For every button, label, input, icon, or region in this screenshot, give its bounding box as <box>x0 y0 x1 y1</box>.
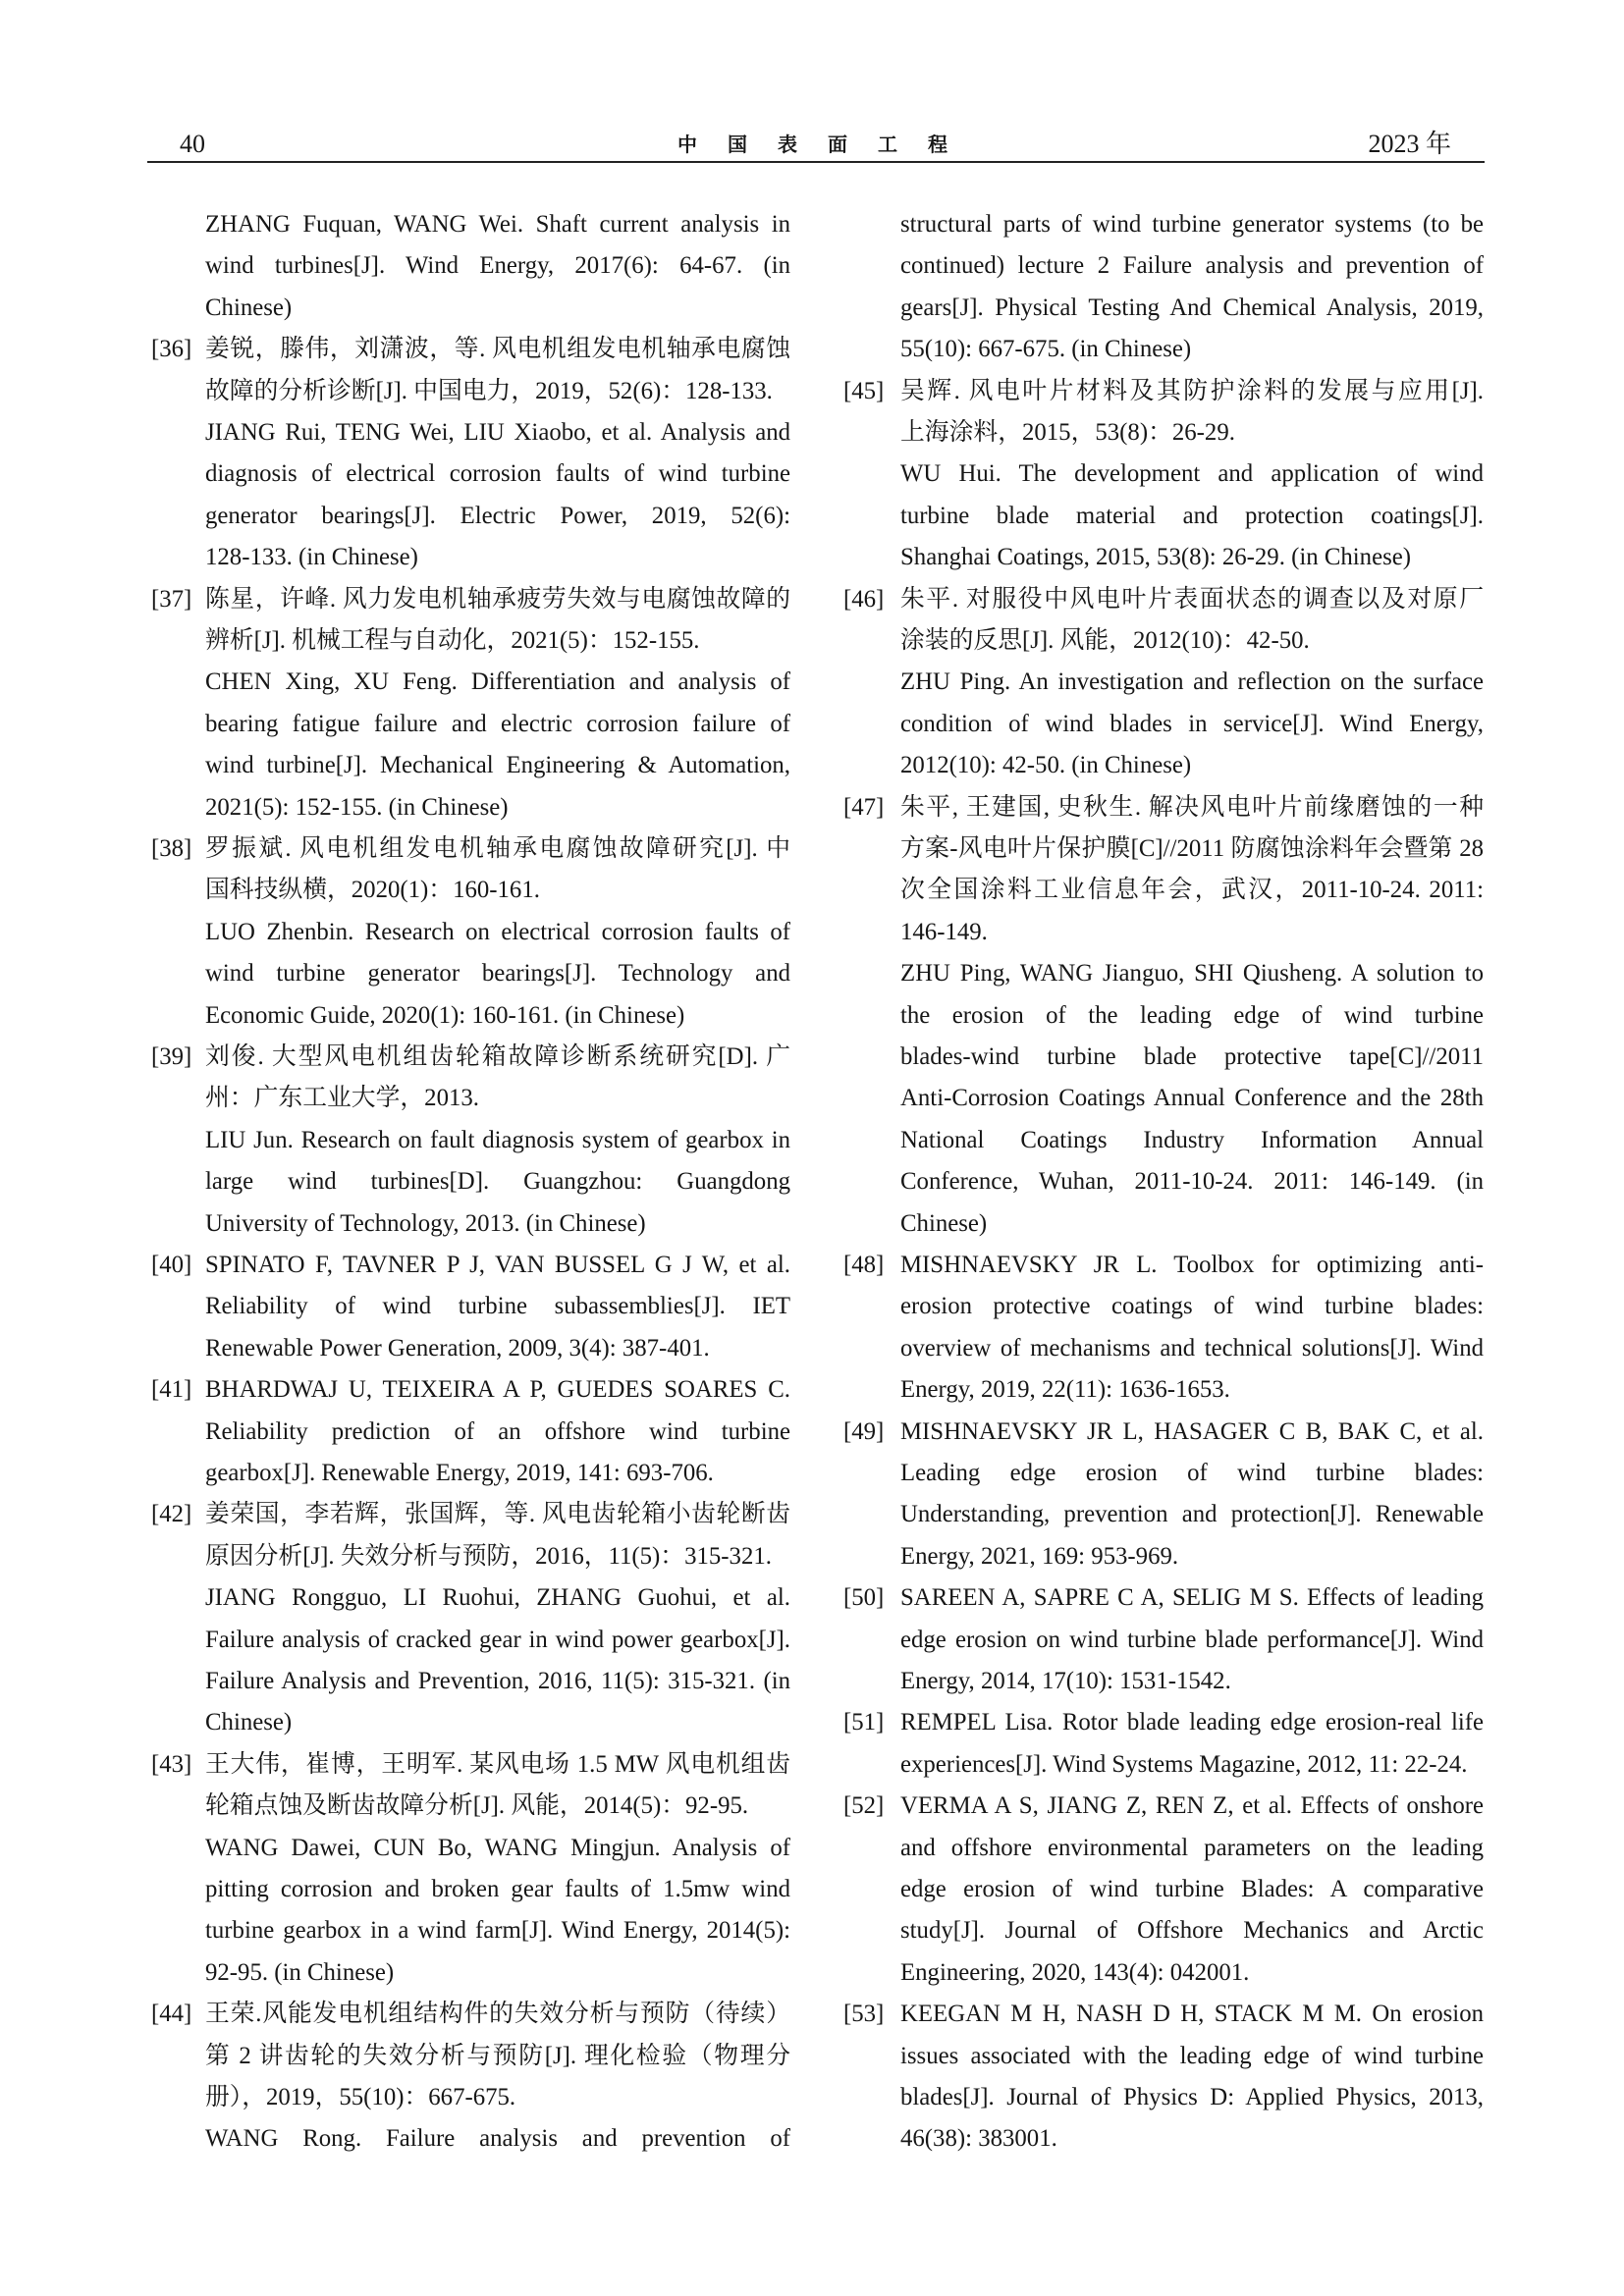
reference-line: Energy, 2021, 169: 953-969. <box>900 1542 1179 1570</box>
reference-line: Reliability prediction of an offshore wind turbine <box>205 1417 790 1445</box>
reference-line: 州：广东工业大学，2013. <box>205 1085 479 1112</box>
reference-line: Chinese) <box>205 294 293 321</box>
reference-line: gears[J]. Physical Testing And Chemical Analysis, 2019, <box>900 294 1484 321</box>
reference-line: 朱平, 王建国, 史秋生. 解决风电叶片前缘磨蚀的一种 <box>900 793 1484 821</box>
reference-line: 辨析[J]. 机械工程与自动化，2021(5)：152-155. <box>205 627 700 654</box>
reference-line: edge erosion of wind turbine Blades: A comparative <box>900 1876 1484 1902</box>
reference-line: continued) lecture 2 Failure analysis and prevention of <box>900 252 1484 280</box>
reference-number: [50] <box>843 1584 885 1612</box>
reference-line: 姜锐，滕伟，刘潇波，等. 风电机组发电机轴承电腐蚀 <box>205 336 790 363</box>
issue-year: 2023 年 <box>1368 130 1451 158</box>
reference-line: wind turbine generator bearings[J]. Technology and <box>205 960 790 988</box>
reference-line: 55(10): 667-675. (in Chinese) <box>900 336 1192 363</box>
reference-line: 146-149. <box>900 918 988 945</box>
reference-line: 2012(10): 42-50. (in Chinese) <box>900 752 1192 779</box>
reference-line: 第 2 讲齿轮的失效分析与预防[J]. 理化检验（物理分 <box>205 2042 790 2069</box>
reference-line: generator bearings[J]. Electric Power, 2019, 52(6): <box>205 502 790 529</box>
reference-line: WU Hui. The development and application of wind <box>900 460 1484 488</box>
reference-line: SPINATO F, TAVNER P J, VAN BUSSEL G J W, et al. <box>205 1252 790 1278</box>
reference-number: [42] <box>151 1501 192 1528</box>
reference-line: large wind turbines[D]. Guangzhou: Guangdong <box>205 1168 790 1196</box>
reference-line: edge erosion on wind turbine blade performance[J]. Wind <box>900 1626 1484 1653</box>
reference-line: pitting corrosion and broken gear faults of 1.5mw wind <box>205 1876 790 1902</box>
reference-line: University of Technology, 2013. (in Chinese) <box>205 1209 646 1237</box>
reference-line: 轮箱点蚀及断齿故障分析[J]. 风能，2014(5)：92-95. <box>205 1792 749 1820</box>
reference-line: JIANG Rongguo, LI Ruohui, ZHANG Guohui, et al. <box>205 1584 790 1612</box>
reference-line: 故障的分析诊断[J]. 中国电力，2019，52(6)：128-133. <box>205 377 773 404</box>
reference-number: [45] <box>843 377 885 404</box>
reference-line: wind turbines[J]. Wind Energy, 2017(6): 64-67. (in <box>205 252 790 280</box>
reference-number: [48] <box>843 1252 885 1278</box>
reference-line: 刘俊. 大型风电机组齿轮箱故障诊断系统研究[D]. 广 <box>205 1043 790 1070</box>
reference-number: [38] <box>151 835 192 862</box>
reference-line: diagnosis of electrical corrosion faults of wind turbine <box>205 460 790 488</box>
reference-line: overview of mechanisms and technical solutions[J]. Wind <box>900 1334 1484 1362</box>
reference-number: [51] <box>843 1709 885 1736</box>
reference-line: ZHU Ping, WANG Jianguo, SHI Qiusheng. A solution to <box>900 960 1484 988</box>
reference-line: ZHU Ping. An investigation and reflection on the surface <box>900 668 1484 696</box>
journal-title: 中国表面工程 <box>677 133 978 156</box>
reference-line: 吴辉. 风电叶片材料及其防护涂料的发展与应用[J]. <box>900 377 1484 404</box>
reference-line: 方案-风电叶片保护膜[C]//2011 防腐蚀涂料年会暨第 28 <box>900 835 1484 862</box>
reference-line: Chinese) <box>900 1209 988 1237</box>
reference-number: [39] <box>151 1043 192 1070</box>
reference-line: erosion protective coatings of wind turbine blades: <box>900 1293 1484 1320</box>
reference-line: Engineering, 2020, 143(4): 042001. <box>900 1958 1250 1986</box>
reference-line: bearing fatigue failure and electric corrosion failure of <box>205 710 790 737</box>
reference-line: 128-133. (in Chinese) <box>205 544 418 571</box>
reference-number: [41] <box>151 1376 192 1404</box>
reference-line: 原因分析[J]. 失效分析与预防，2016，11(5)：315-321. <box>205 1542 772 1570</box>
reference-line: Economic Guide, 2020(1): 160-161. (in Chinese) <box>205 1001 685 1029</box>
reference-number: [53] <box>843 2001 885 2028</box>
reference-line: VERMA A S, JIANG Z, REN Z, et al. Effects of onshore <box>900 1792 1484 1820</box>
reference-line: 朱平. 对服役中风电叶片表面状态的调查以及对原厂 <box>900 585 1484 613</box>
reference-line: Failure Analysis and Prevention, 2016, 11(5): 315-321. (in <box>205 1668 790 1694</box>
reference-line: JIANG Rui, TENG Wei, LIU Xiaobo, et al. Analysis and <box>205 419 790 446</box>
reference-line: blades[J]. Journal of Physics D: Applied Physics, 2013, <box>900 2084 1484 2110</box>
reference-line: Energy, 2019, 22(11): 1636-1653. <box>900 1376 1230 1404</box>
reference-line: Anti-Corrosion Coatings Annual Conference and the 28th <box>900 1085 1484 1112</box>
reference-line: 上海涂料，2015，53(8)：26-29. <box>900 419 1235 446</box>
reference-line: Understanding, prevention and protection[J]. Renewable <box>900 1501 1484 1528</box>
reference-line: condition of wind blades in service[J]. Wind Energy, <box>900 710 1484 737</box>
reference-number: [47] <box>843 793 885 821</box>
reference-line: blades-wind turbine blade protective tape[C]//2011 <box>900 1043 1484 1070</box>
reference-line: issues associated with the leading edge of wind turbine <box>900 2042 1484 2069</box>
reference-line: 册），2019，55(10)：667-675. <box>205 2084 516 2110</box>
reference-line: Chinese) <box>205 1709 293 1736</box>
reference-line: MISHNAEVSKY JR L. Toolbox for optimizing anti- <box>900 1252 1484 1278</box>
reference-line: WANG Rong. Failure analysis and prevention of <box>205 2125 790 2153</box>
reference-line: 国科技纵横，2020(1)：160-161. <box>205 877 540 904</box>
reference-line: 92-95. (in Chinese) <box>205 1958 395 1986</box>
reference-line: experiences[J]. Wind Systems Magazine, 2012, 11: 22-24. <box>900 1750 1468 1778</box>
reference-line: ZHANG Fuquan, WANG Wei. Shaft current analysis in <box>205 211 790 238</box>
reference-number: [36] <box>151 336 192 363</box>
reference-line: structural parts of wind turbine generator systems (to be <box>900 211 1484 238</box>
reference-line: 姜荣国，李若辉，张国辉，等. 风电齿轮箱小齿轮断齿 <box>205 1501 790 1528</box>
reference-line: 涂装的反思[J]. 风能，2012(10)：42-50. <box>900 627 1310 654</box>
reference-number: [52] <box>843 1792 885 1820</box>
reference-line: Failure analysis of cracked gear in wind power gearbox[J]. <box>205 1626 790 1653</box>
reference-line: LIU Jun. Research on fault diagnosis system of gearbox in <box>205 1126 790 1153</box>
reference-line: Shanghai Coatings, 2015, 53(8): 26-29. (in Chinese) <box>900 544 1411 571</box>
reference-number: [49] <box>843 1417 885 1445</box>
reference-line: turbine gearbox in a wind farm[J]. Wind Energy, 2014(5): <box>205 1917 790 1945</box>
reference-line: and offshore environmental parameters on the leading <box>900 1834 1484 1861</box>
reference-line: wind turbine[J]. Mechanical Engineering & Automation, <box>205 752 790 779</box>
reference-line: gearbox[J]. Renewable Energy, 2019, 141: 693-706. <box>205 1460 714 1486</box>
reference-line: study[J]. Journal of Offshore Mechanics and Arctic <box>900 1917 1484 1945</box>
header-rule <box>147 161 1485 163</box>
reference-line: 次全国涂料工业信息年会，武汉，2011-10-24. 2011: <box>900 877 1484 904</box>
reference-line: WANG Dawei, CUN Bo, WANG Mingjun. Analysis of <box>205 1834 790 1861</box>
reference-line: the erosion of the leading edge of wind turbine <box>900 1001 1484 1029</box>
reference-line: 46(38): 383001. <box>900 2125 1057 2153</box>
reference-line: BHARDWAJ U, TEIXEIRA A P, GUEDES SOARES C. <box>205 1376 790 1404</box>
reference-line: CHEN Xing, XU Feng. Differentiation and analysis of <box>205 668 790 696</box>
reference-number: [43] <box>151 1750 192 1778</box>
reference-line: Conference, Wuhan, 2011-10-24. 2011: 146-149. (in <box>900 1168 1484 1196</box>
reference-line: Reliability of wind turbine subassemblies[J]. IET <box>205 1293 790 1320</box>
reference-line: LUO Zhenbin. Research on electrical corrosion faults of <box>205 918 790 945</box>
reference-line: 罗振斌. 风电机组发电机轴承电腐蚀故障研究[J]. 中 <box>205 835 790 862</box>
reference-line: MISHNAEVSKY JR L, HASAGER C B, BAK C, et al. <box>900 1417 1484 1445</box>
reference-number: [37] <box>151 585 192 613</box>
reference-line: 2021(5): 152-155. (in Chinese) <box>205 793 509 821</box>
reference-number: [44] <box>151 2001 192 2028</box>
reference-line: 王大伟，崔博，王明军. 某风电场 1.5 MW 风电机组齿 <box>205 1750 790 1778</box>
reference-line: Energy, 2014, 17(10): 1531-1542. <box>900 1668 1231 1694</box>
page-number: 40 <box>180 130 205 158</box>
reference-line: National Coatings Industry Information Annual <box>900 1126 1484 1153</box>
reference-line: 陈星，许峰. 风力发电机轴承疲劳失效与电腐蚀故障的 <box>205 585 790 613</box>
reference-line: Renewable Power Generation, 2009, 3(4): 387-401. <box>205 1334 710 1362</box>
reference-number: [46] <box>843 585 885 613</box>
reference-line: 王荣.风能发电机组结构件的失效分析与预防（待续） <box>205 2001 790 2028</box>
reference-line: REMPEL Lisa. Rotor blade leading edge erosion-real life <box>900 1709 1484 1736</box>
reference-line: SAREEN A, SAPRE C A, SELIG M S. Effects of leading <box>900 1584 1484 1612</box>
reference-line: Leading edge erosion of wind turbine blades: <box>900 1460 1484 1486</box>
reference-line: KEEGAN M H, NASH D H, STACK M M. On erosion <box>900 2001 1484 2028</box>
reference-line: turbine blade material and protection coatings[J]. <box>900 502 1484 529</box>
reference-number: [40] <box>151 1252 192 1278</box>
